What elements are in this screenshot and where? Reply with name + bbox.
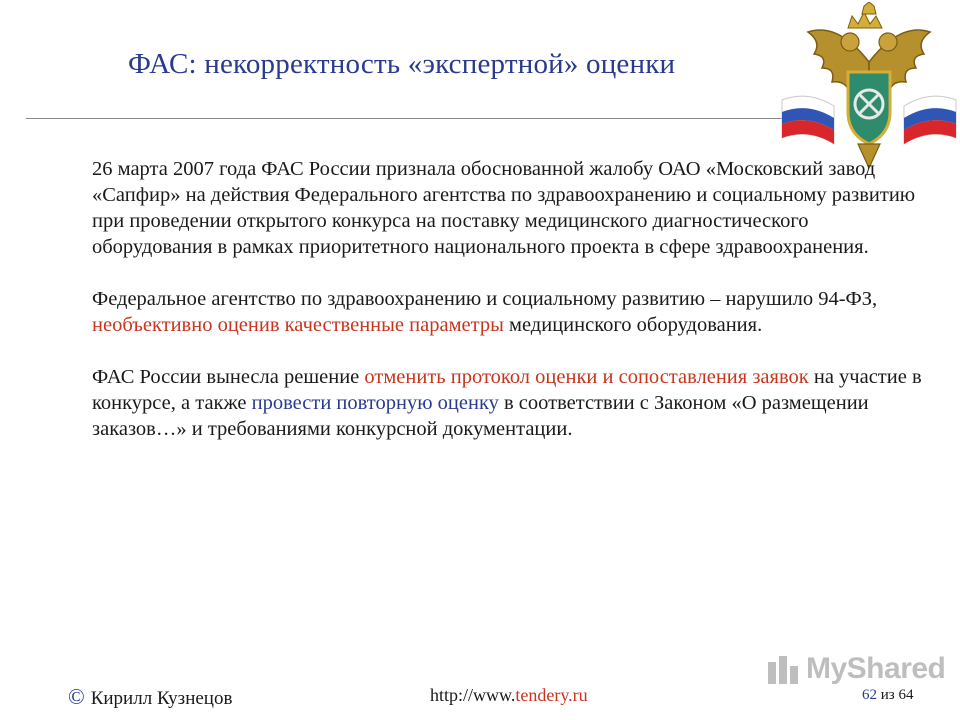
slide-title: ФАС: некорректность «экспертной» оценки xyxy=(128,48,676,80)
page-total: 64 xyxy=(898,687,914,703)
paragraph-decision-highlight-reevaluate: провести повторную оценку xyxy=(251,392,499,414)
paragraph-complaint xyxy=(92,156,922,260)
paragraph-decision xyxy=(92,364,922,442)
myshared-watermark-text: MyShared xyxy=(806,652,946,685)
page-counter xyxy=(862,687,913,704)
fas-emblem-icon xyxy=(778,2,960,174)
copyright-icon: © xyxy=(68,684,85,709)
footer-link[interactable] xyxy=(430,685,588,706)
paragraph-violation-text-2: медицинского оборудования. xyxy=(503,314,763,336)
paragraph-decision-text-1: ФАС России вынесла решение xyxy=(92,366,365,388)
myshared-logo-icon xyxy=(766,652,800,686)
myshared-watermark xyxy=(766,652,945,686)
page-current: 62 xyxy=(862,687,877,703)
footer-url-domain[interactable]: tendery.ru xyxy=(515,685,588,705)
paragraph-complaint-text: 26 марта 2007 года ФАС России признала обоснованной жалобу ОАО «Московский завод «Сапфир» на действия Федерального агентства по здравоохранению и социальному развитию при проведении открытого конкурса на поставку медицинского диагностического оборудования в рамках приоритетного национального проекта в сфере здравоохранения. xyxy=(92,158,916,258)
page-separator: из xyxy=(877,687,899,703)
slide-body xyxy=(92,156,922,468)
paragraph-violation-text-1: Федеральное агентство по здравоохранению и социальному развитию – нарушило 94-ФЗ, xyxy=(92,288,878,310)
paragraph-violation-highlight: необъективно оценив качественные параметры xyxy=(92,314,504,336)
paragraph-decision-highlight-cancel: отменить протокол оценки и сопоставления заявок xyxy=(364,366,809,388)
title-divider xyxy=(26,118,796,119)
paragraph-decision-text-2: на участие в конкурсе, а также xyxy=(92,366,922,414)
paragraph-decision-text-3: в соответствии с Законом «О размещении заказов…» и требованиями конкурсной документации. xyxy=(92,392,869,440)
footer-url-prefix[interactable]: http://www. xyxy=(430,685,516,705)
footer-author-name: Кирилл Кузнецов xyxy=(90,688,233,709)
footer-author xyxy=(68,684,232,710)
paragraph-violation xyxy=(92,286,922,338)
